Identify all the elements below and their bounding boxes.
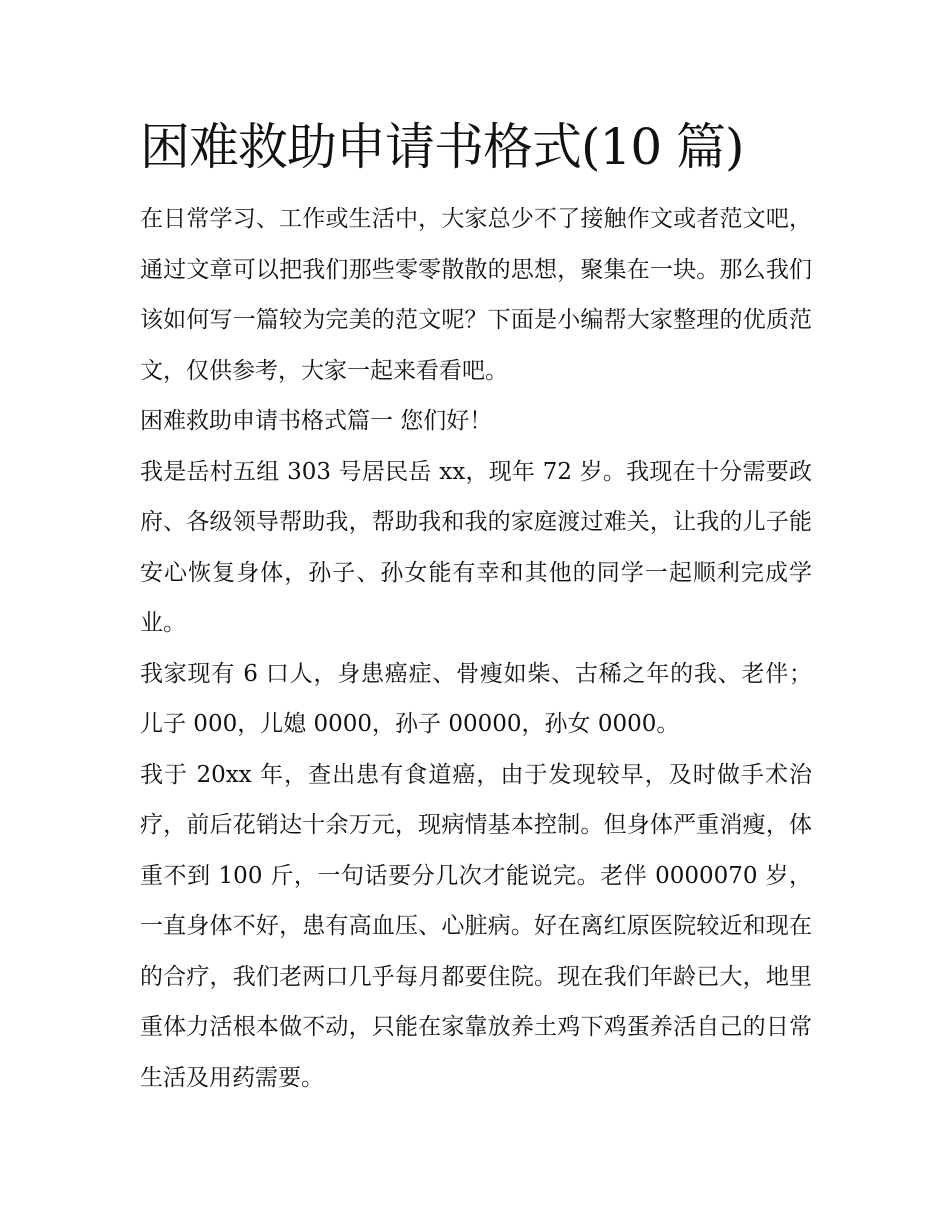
paragraph-greeting: 困难救助申请书格式篇一 您们好！ <box>140 408 493 434</box>
paragraph-self-intro: 我是岳村五组 303 号居民岳 xx，现年 72 岁。我现在十分需要政府、各级领导帮助我，帮助我和我的家庭渡过难关，让我的儿子能安心恢复身体，孙子、孙女能有幸和其他的同学一起顺利完成学业。 <box>140 458 812 636</box>
page-title: 困难救助申请书格式(10 篇) <box>140 118 744 176</box>
paragraph-illness: 我于 20xx 年，查出患有食道癌，由于发现较早，及时做手术治疗，前后花销达十余万元，现病情基本控制。但身体严重消瘦，体重不到 100 斤，一句话要分几次才能说完。老伴 0000070 岁，一直身体不好，患有高血压、心脏病。好在离红原医院较近和现在的合疗，我们老两口几乎每月都要住院。现在我们年龄已大，地里重体力活根本做不动，只能在家靠放养土鸡下鸡蛋养活自己的日常生活及用药需要。 <box>140 761 812 1091</box>
document-page <box>140 112 812 1103</box>
paragraph-family: 我家现有 6 口人，身患癌症、骨瘦如柴、古稀之年的我、老伴；儿子 000，儿媳 0000，孙子 00000，孙女 0000。 <box>140 660 812 737</box>
paragraph-intro: 在日常学习、工作或生活中，大家总少不了接触作文或者范文吧，通过文章可以把我们那些零零散散的思想，聚集在一块。那么我们该如何写一篇较为完美的范文呢？下面是小编帮大家整理的优质范文，仅供参考，大家一起来看看吧。 <box>140 206 812 384</box>
